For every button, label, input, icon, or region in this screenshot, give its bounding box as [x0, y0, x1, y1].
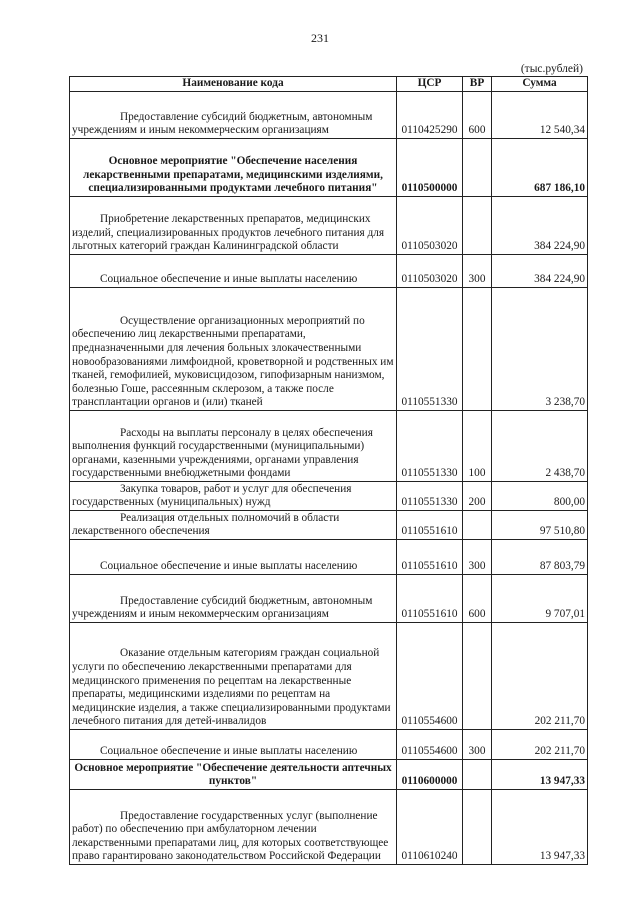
- row-csr: 0110551610: [397, 511, 463, 540]
- units-label: (тыс.рублей): [520, 63, 583, 75]
- row-sum: 800,00: [492, 482, 588, 511]
- row-sum: 97 510,80: [492, 511, 588, 540]
- table-row: [70, 139, 588, 197]
- row-sum: 3 238,70: [492, 288, 588, 411]
- row-name: Социальное обеспечение и иные выплаты населению: [70, 730, 397, 760]
- row-vr: [463, 511, 492, 540]
- table-row: [70, 540, 588, 575]
- table-header-row: [70, 77, 588, 92]
- row-csr: 0110551330: [397, 482, 463, 511]
- header-csr: ЦСР: [397, 77, 463, 92]
- row-name: Предоставление государственных услуг (выполнение работ) по обеспечению при амбулаторном лечении лекарственными препаратами лиц, для которых соответствующее право гарантировано законодательством Российской Федерации: [70, 790, 397, 865]
- table-row: [70, 197, 588, 255]
- row-sum: 384 224,90: [492, 255, 588, 288]
- row-sum: 687 186,10: [492, 139, 588, 197]
- row-csr: 0110610240: [397, 790, 463, 865]
- row-vr: 300: [463, 255, 492, 288]
- row-csr: 0110551610: [397, 575, 463, 623]
- row-csr: 0110551330: [397, 411, 463, 482]
- table-row: [70, 730, 588, 760]
- row-vr: 300: [463, 540, 492, 575]
- row-csr: 0110554600: [397, 730, 463, 760]
- table-row: [70, 288, 588, 411]
- row-vr: 200: [463, 482, 492, 511]
- row-vr: [463, 790, 492, 865]
- row-vr: 600: [463, 575, 492, 623]
- row-name: Предоставление субсидий бюджетным, автономным учреждениям и иным некоммерческим организациям: [70, 92, 397, 139]
- row-name: Социальное обеспечение и иные выплаты населению: [70, 540, 397, 575]
- table-row: [70, 255, 588, 288]
- row-csr: 0110503020: [397, 255, 463, 288]
- row-name: Расходы на выплаты персоналу в целях обеспечения выполнения функций государственными (муниципальными) органами, казенными учреждениями, органами управления государственными внебюджетными фондами: [70, 411, 397, 482]
- table-row: [70, 482, 588, 511]
- row-vr: 100: [463, 411, 492, 482]
- row-vr: [463, 139, 492, 197]
- row-vr: 600: [463, 92, 492, 139]
- table-row: [70, 623, 588, 730]
- table-row: [70, 790, 588, 865]
- header-sum: Сумма: [492, 77, 588, 92]
- row-name: Оказание отдельным категориям граждан социальной услуги по обеспечению лекарственными препаратами для медицинского применения по рецептам на лекарственные препараты, медицинскими изделиями по рецептам на медицинские изделия, а также специализированными продуктами лечебного питания для детей-инвалидов: [70, 623, 397, 730]
- row-name: Основное мероприятие "Обеспечение деятельности аптечных пунктов": [70, 760, 397, 790]
- row-sum: 9 707,01: [492, 575, 588, 623]
- row-csr: 0110600000: [397, 760, 463, 790]
- row-sum: 13 947,33: [492, 790, 588, 865]
- row-name: Приобретение лекарственных препаратов, медицинских изделий, специализированных продуктов лечебного питания для льготных категорий граждан Калининградской области: [70, 197, 397, 255]
- row-sum: 2 438,70: [492, 411, 588, 482]
- row-name: Закупка товаров, работ и услуг для обеспечения государственных (муниципальных) нужд: [70, 482, 397, 511]
- row-name: Реализация отдельных полномочий в области лекарственного обеспечения: [70, 511, 397, 540]
- row-name: Осуществление организационных мероприятий по обеспечению лиц лекарственными препаратами, предназначенными для лечения больных злокачественными новообразованиями лимфоидной, кроветворной и родственных им тканей, гемофилией, муковисцидозом, гипофизарным нанизмом, болезнью Гоше, рассеянным склерозом, а также после трансплантации органов и (или) тканей: [70, 288, 397, 411]
- row-sum: 202 211,70: [492, 730, 588, 760]
- table-row: [70, 92, 588, 139]
- row-csr: 0110500000: [397, 139, 463, 197]
- row-name: Предоставление субсидий бюджетным, автономным учреждениям и иным некоммерческим организациям: [70, 575, 397, 623]
- row-csr: 0110551610: [397, 540, 463, 575]
- row-vr: [463, 623, 492, 730]
- header-name: Наименование кода: [70, 77, 397, 92]
- row-csr: 0110425290: [397, 92, 463, 139]
- row-csr: 0110554600: [397, 623, 463, 730]
- table-row: [70, 575, 588, 623]
- row-vr: [463, 288, 492, 411]
- row-sum: 384 224,90: [492, 197, 588, 255]
- row-vr: [463, 197, 492, 255]
- row-sum: 13 947,33: [492, 760, 588, 790]
- table-row: [70, 511, 588, 540]
- budget-table: [69, 76, 588, 865]
- row-sum: 12 540,34: [492, 92, 588, 139]
- row-name: Основное мероприятие "Обеспечение населения лекарственными препаратами, медицинскими изделиями, специализированными продуктами лечебного питания": [70, 139, 397, 197]
- row-csr: 0110503020: [397, 197, 463, 255]
- row-vr: [463, 760, 492, 790]
- row-csr: 0110551330: [397, 288, 463, 411]
- row-vr: 300: [463, 730, 492, 760]
- table-row: [70, 760, 588, 790]
- row-sum: 202 211,70: [492, 623, 588, 730]
- row-sum: 87 803,79: [492, 540, 588, 575]
- table-row: [70, 411, 588, 482]
- page-number: 231: [311, 31, 329, 45]
- header-vr: ВР: [463, 77, 492, 92]
- row-name: Социальное обеспечение и иные выплаты населению: [70, 255, 397, 288]
